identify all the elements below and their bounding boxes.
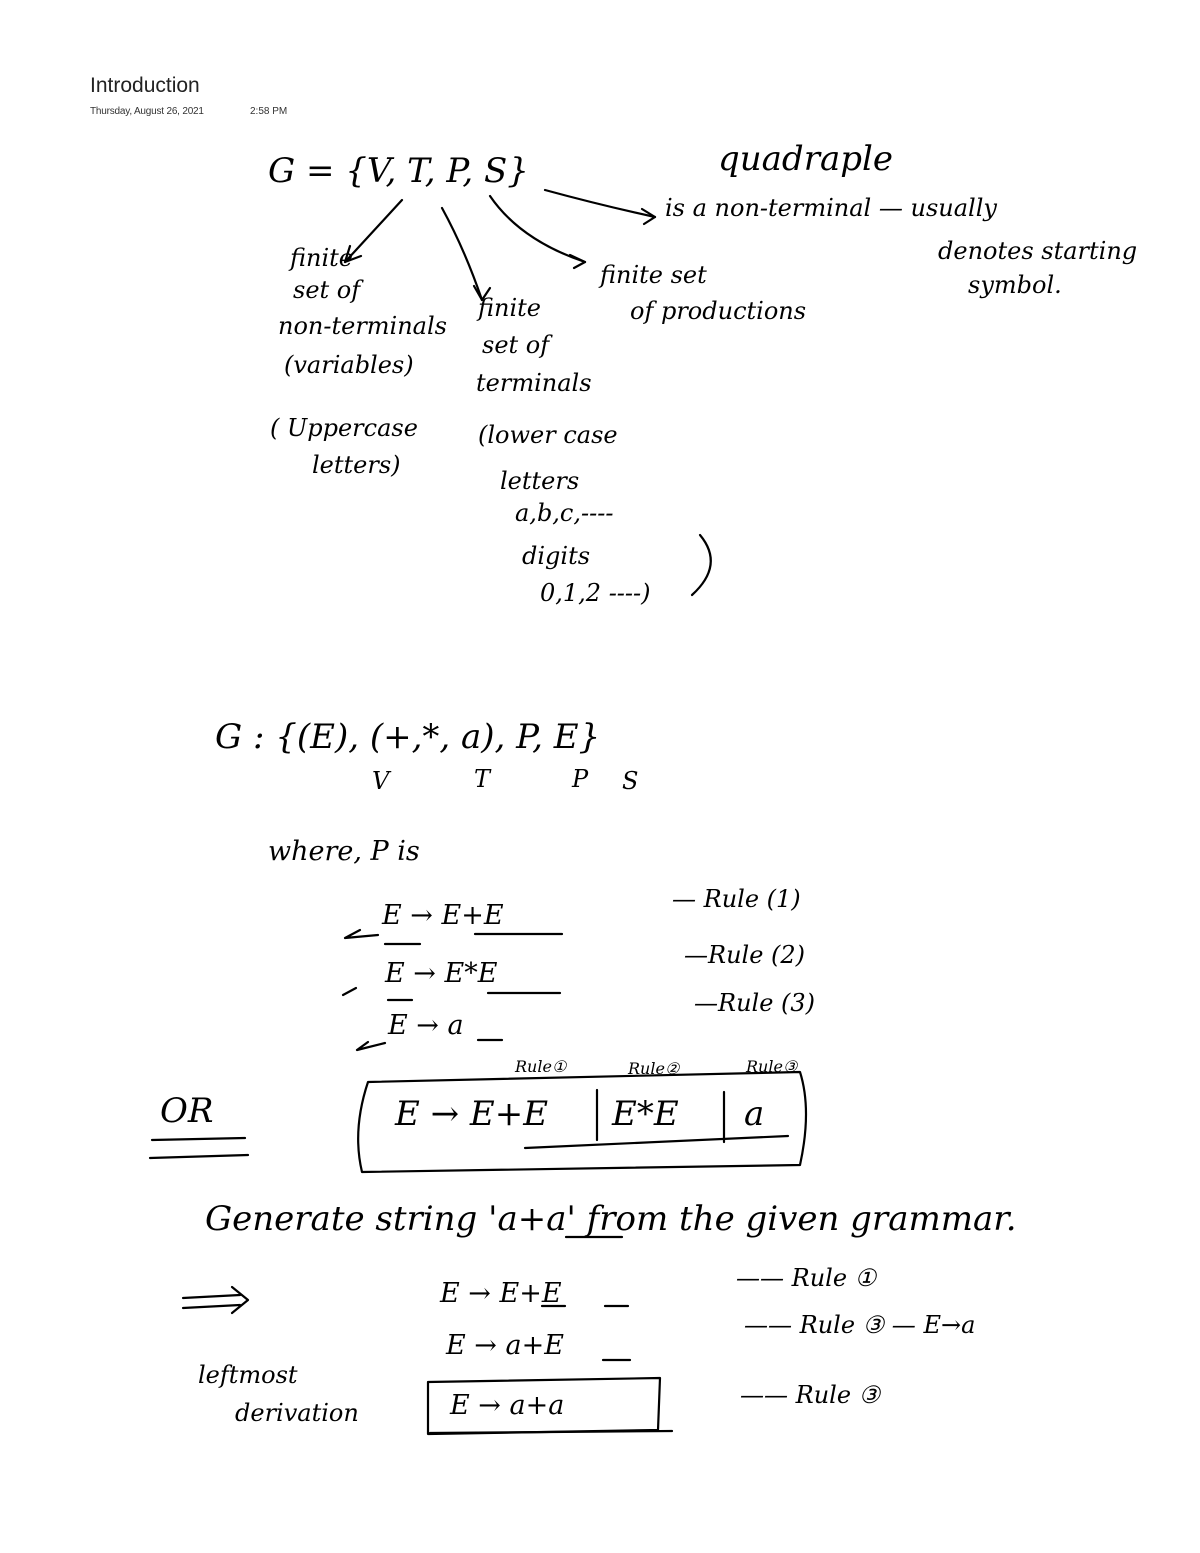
t-note-line: terminals <box>476 369 592 397</box>
page-title: Introduction <box>90 74 200 97</box>
v-note-line: (variables) <box>284 351 414 379</box>
page-date: Thursday, August 26, 2021 <box>90 106 204 117</box>
t-note-line: set of <box>482 331 550 359</box>
arrow-to-t-note <box>442 208 482 300</box>
rule-production: E → E+E <box>382 900 504 931</box>
example-grammar: G : {(E), (+,*, a), P, E} <box>215 717 601 757</box>
t-note-line: digits <box>522 542 591 570</box>
boxed-alternative: E*E <box>612 1094 679 1134</box>
boxed-alternative: a <box>744 1094 765 1134</box>
rule-production: E → a <box>388 1010 464 1041</box>
derivation-step: E → a+a <box>450 1390 565 1421</box>
v-note-line: set of <box>293 276 361 304</box>
boxed-rule-tag: Rule① <box>515 1057 567 1076</box>
leftmost-note: leftmost <box>198 1361 298 1389</box>
boxed-rule-tag: Rule② <box>628 1059 680 1078</box>
arrow-to-s-note-head <box>642 209 655 224</box>
derivation-step-label: —— Rule ① <box>736 1264 877 1292</box>
arrow-to-v-note <box>345 200 402 262</box>
boxed-production-lhs: E → E+E <box>395 1094 549 1134</box>
component-label-v: V <box>372 767 390 795</box>
quadruple-label: quadraple <box>718 139 893 179</box>
derivation-step: E → E+E <box>440 1278 562 1309</box>
or-label: OR <box>160 1091 214 1131</box>
start-symbol-note-3: symbol. <box>968 271 1062 299</box>
t-note-line: letters <box>500 467 580 495</box>
t-note-line: 0,1,2 ----) <box>540 579 651 607</box>
p-note-line: finite set <box>600 261 707 289</box>
derivation-step-label: —— Rule ③ <box>740 1381 881 1409</box>
derivation-step: E → a+E <box>446 1330 564 1361</box>
derivation-step-label: —— Rule ③ — E→a <box>744 1311 976 1339</box>
start-symbol-note-2: denotes starting <box>938 237 1138 265</box>
rule-label: —Rule (2) <box>684 941 806 969</box>
v-note-line: letters) <box>312 451 401 479</box>
start-symbol-note-1: is a non-terminal — usually <box>665 194 997 222</box>
terminals-brace <box>692 535 711 595</box>
v-note-line: ( Uppercase <box>270 414 418 442</box>
rule-production: E → E*E <box>385 958 498 989</box>
arrow-to-s-note <box>545 190 655 217</box>
leftmost-note: derivation <box>235 1399 359 1427</box>
component-label-s: S <box>622 767 639 795</box>
t-note-line: (lower case <box>478 421 618 449</box>
component-label-t: T <box>474 765 491 793</box>
arrow-to-p-note <box>490 196 585 262</box>
v-note-line: finite <box>290 244 353 272</box>
arrow-to-p-note-head <box>570 255 585 268</box>
t-note-line: finite <box>478 294 541 322</box>
derivation-task: Generate string 'a+a' from the given grammar. <box>205 1199 1017 1239</box>
p-note-line: of productions <box>630 297 807 325</box>
rule-label: —Rule (3) <box>694 989 816 1017</box>
page-time: 2:58 PM <box>250 106 288 117</box>
rule-label: — Rule (1) <box>672 885 801 913</box>
grammar-definition: G = {V, T, P, S} <box>268 151 529 191</box>
where-label: where, P is <box>268 836 420 867</box>
t-note-line: a,b,c,---- <box>515 499 614 527</box>
component-label-p: P <box>572 765 589 793</box>
v-note-line: non-terminals <box>278 312 447 340</box>
boxed-rule-tag: Rule③ <box>746 1057 798 1076</box>
